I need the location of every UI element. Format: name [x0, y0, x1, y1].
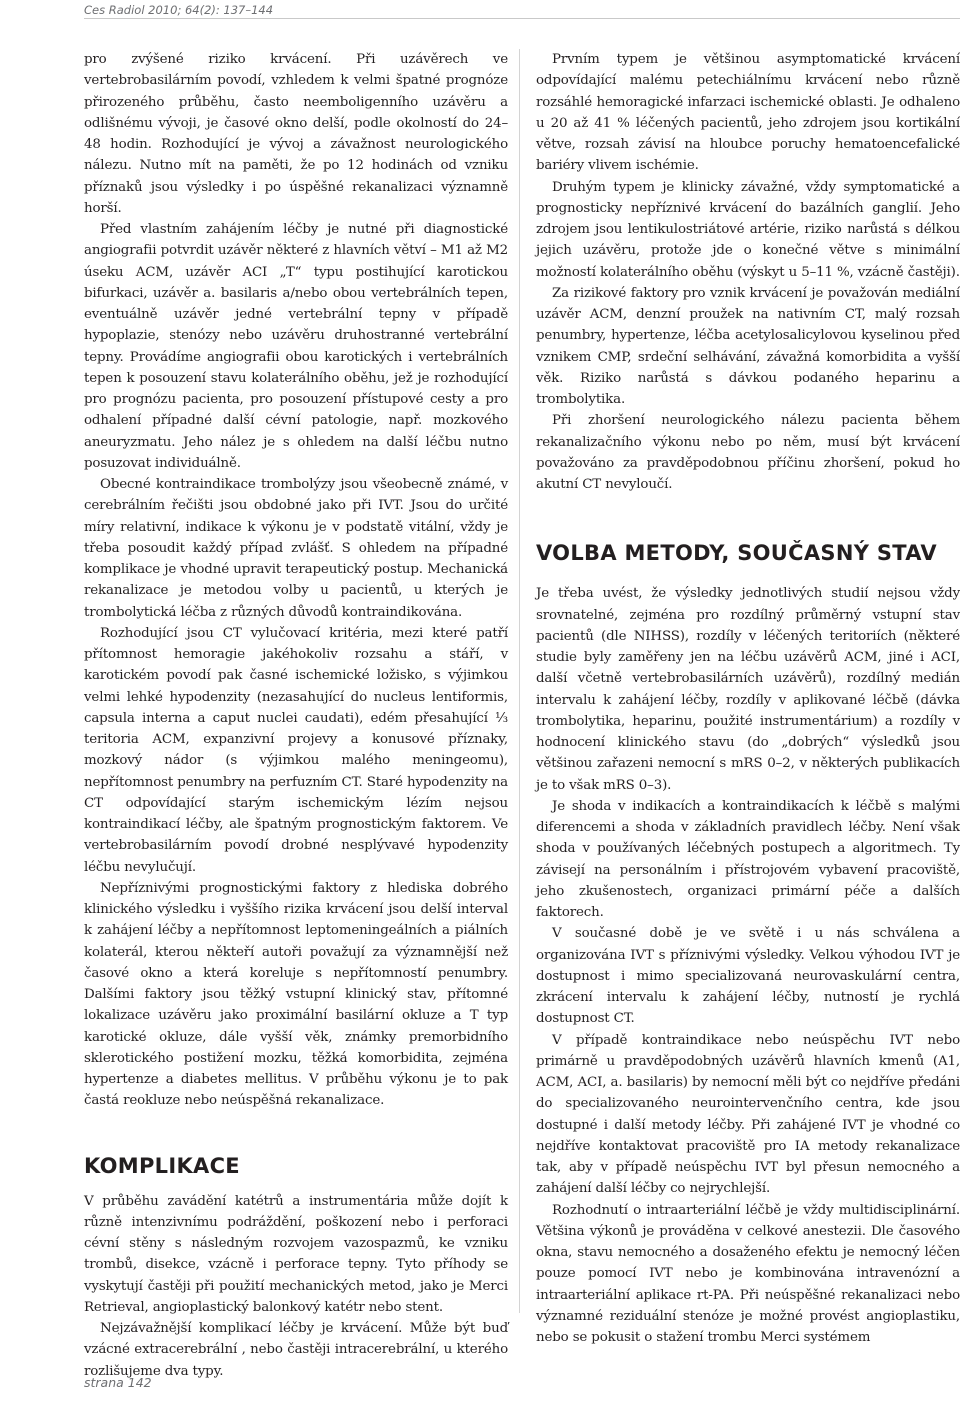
body-paragraph: V případě kontraindikace nebo neúspěchu IVT nebo primárně u pravděpodobných uzávěrů hlavních kmenů (A1, ACM, ACI, a. basilaris) by nemocní měli být co nejdříve předáni do specializovaného neurointervenčního centra, kde jsou dostupné i další metody léčby. Při zahájené IVT je vhodné co nejdříve kontaktovat pracoviště pro IA metody rekanalizace tak, aby v případě neúspěchu IVT byl přesun nemocného a zahájení další léčby co nejrychlejší. [536, 1032, 960, 1197]
body-paragraph: Je třeba uvést, že výsledky jednotlivých studií nejsou vždy srovnatelné, zejména pro rozdílný průměrný vstupní stav pacientů (dle NIHSS), rozdíly v léčených teritoriích (některé studie byly zaměřeny jen na léčbu uzávěrů ACM, jiné i ACI, další včetně vertebrobasilárních uzávěrů), rozdílný medián intervalu k zahájení léčby, rozdíly v aplikované léčbě (dávka trombolytika, heparinu, použité instrumentárium) a rozdíly v hodnocení klinického stavu (do „dobrých“ výsledků jsou většinou zařazeni nemocní s mRS 0–2, v některých publikacích je to však mRS 0–3). [536, 586, 960, 793]
body-paragraph: Je shoda v indikacích a kontraindikacích k léčbě s malými diferencemi a shoda v základních pravidlech léčby. Není však shoda v používaných léčebných postupech a algoritmech. Ty závisejí na personálním i přístrojovém vybavení pracoviště, jeho zkušenostech, organizaci primární péče a dalších faktorech. [536, 798, 960, 920]
body-paragraph: pro zvýšené riziko krvácení. Při uzávěrech ve vertebrobasilárním povodí, vzhledem k velmi špatné prognóze přirozeného průběhu, často neemboligenního uzávěru a odlišnému vývoji, je časové okno delší, podle okolností do 24–48 hodin. Rozhodující je vývoj a závažnost neurologického nálezu. Nutno mít na paměti, že po 12 hodinách od vzniku příznaků jsou výsledky i po úspěšné rekanalizaci významně horší. [84, 52, 508, 216]
section-heading-volba-metody: VOLBA METODY, SOUČASNÝ STAV [536, 541, 937, 566]
body-paragraph: V průběhu zavádění katétrů a instrumentária může dojít k různě intenzivnímu podráždění, poškození nebo i perforaci cévní stěny s následným rozvojem vazospazmů, ke vzniku trombů, disekce, vzácně i perforace tepny. Tyto příhody se vyskytují častěji při použití mechanických metod, jako je Merci Retrieval, angioplastický balonkový katétr nebo stent. [84, 1193, 508, 1315]
column-divider [519, 49, 520, 1313]
body-paragraph: Nejzávažnější komplikací léčby je krvácení. Může být buď vzácné extracerebrální , nebo častěji intracerebrální, u kterého rozlišujeme dva typy. [84, 1321, 508, 1379]
body-paragraph: Rozhodující jsou CT vylučovací kritéria, mezi které patří přítomnost hemoragie jakéhokoliv rozsahu a stáří, v karotickém povodí pak časné ischemické ložisko, s výjimkou velmi lehké hypodenzity (nezasahující do nucleus lentiformis, capsula interna a caput nuclei caudati), edém přesahující ⅓ teritoria ACM, expanzivní projevy a konusové příznaky, mozkový nádor (s výjimkou malého meningeomu), nepřítomnost penumbry na perfuzním CT. Staré hypodenzity na CT odpovídající starým ischemickým lézím nejsou kontraindikací léčby, ale špatným prognostickým faktorem. Ve vertebrobasilárním povodí drobné nesplývavé hypodenzity léčbu nevylučují. [84, 625, 508, 875]
body-paragraph: Prvním typem je většinou asymptomatické krvácení odpovídající malému petechiálnímu krvácení nebo různě rozsáhlé hemoragické infarzaci ischemické oblasti. Je odhaleno u 20 až 41 % léčených pacientů, jeho zdrojem jsou kortikální větve, rozsah závisí na hloubce poruchy hematoencefalické bariéry vlivem ischémie. [536, 52, 960, 174]
right-column [536, 49, 960, 1348]
body-paragraph: Za rizikové faktory pro vznik krvácení je považován mediální uzávěr ACM, denzní proužek na nativním CT, malý rozsah penumbry, hypertenze, léčba acetylosalicylovou kyselinou před vznikem CMP, srdeční selhávání, závažná komorbidita a vyšší věk. Riziko narůstá s dávkou podaného heparinu a trombolytika. [536, 285, 960, 407]
body-paragraph: Obecné kontraindikace trombolýzy jsou všeobecně známé, v cerebrálním řečišti jsou obdobné jako při IVT. Jsou do určité míry relativní, indikace k výkonu je v podstatě vitální, vždy je třeba posoudit každý případ zvlášť. S ohledem na případné komplikace je vhodné upravit terapeutický postup. Mechanická rekanalizace je metodou volby u pacientů, u kterých je trombolytická léčba z různých důvodů kontraindikována. [84, 477, 508, 620]
section-heading-komplikace: KOMPLIKACE [84, 1153, 240, 1178]
left-column [84, 49, 508, 1382]
body-paragraph: Rozhodnutí o intraarteriální léčbě je vždy multidisciplinární. Většina výkonů je prováděna v celkové anestezii. Dle časového okna, stavu nemocného a dosaženého efektu je nemocný léčen pouze pomocí IVT nebo je kombinována intravenózní a intraarteriální aplikace rt-PA. Při neúspěšné rekanalizaci nebo významné reziduální stenóze je možné provést angioplastiku, nebo se pokusit o stažení trombu Merci systémem [536, 1202, 960, 1345]
running-head-citation: Ces Radiol 2010; 64(2): 137–144 [84, 3, 274, 17]
header-rule [84, 18, 960, 19]
body-paragraph: V současné době je ve světě i u nás schválena a organizována IVT s příznivými výsledky. Velkou výhodou IVT je dostupnost i mimo specializovaná neurovaskulární centra, zkrácení intervalu k zahájení léčby, nutností je rychlá dostupnost CT. [536, 926, 960, 1027]
body-paragraph: Druhým typem je klinicky závažné, vždy symptomatické a prognosticky nepříznivé krvácení do bazálních ganglií. Jeho zdrojem jsou lentikulostriátové artérie, riziko narůstá s délkou jejich uzávěru, protože jde o konečné větve s minimální možností kolaterálního oběhu (výskyt u 5–11 %, vzácně častěji). [536, 179, 960, 280]
body-paragraph: Při zhoršení neurologického nálezu pacienta během rekanalizačního výkonu nebo po něm, musí být krvácení považováno za pravděpodobnou příčinu zhoršení, pokud ho akutní CT nevyloučí. [536, 413, 960, 492]
body-paragraph: Před vlastním zahájením léčby je nutné při diagnostické angiografii potvrdit uzávěr některé z hlavních větví – M1 až M2 úseku ACM, uzávěr ACI „T“ typu postihující karotickou bifurkaci, uzávěr a. basilaris a/nebo obou vertebrálních tepen, eventuálně uzávěr jedné vertebrální tepny v případě hypoplazie, stenózy nebo uzávěru druhostranné vertebrální tepny. Provádíme angiografii obou karotických i vertebrálních tepen k posouzení stavu kolaterálního oběhu, jež je rozhodující pro prognózu pacienta, pro posouzení přístupové cesty a pro odhalení případné další cévní patologie, např. mozkového aneuryzmatu. Jeho nález je s ohledem na další léčbu nutno posuzovat individuálně. [84, 222, 508, 471]
body-paragraph: Nepříznivými prognostickými faktory z hlediska dobrého klinického výsledku i vyššího rizika krvácení jsou delší interval k zahájení léčby a nepřítomnost leptomeningeálních a piálních kolaterál, kterou někteří autoři považují za významnější než časové okno a která koreluje s nepřítomností penumbry. Dalšími faktory jsou těžký vstupní klinický stav, přítomné lokalizace uzávěru jako proximální basilární okluze a T typ karotické okluze, dále vyšší věk, známky premorbidního sklerotického postižení mozku, těžká komorbidita, zejména hypertenze a diabetes mellitus. V průběhu výkonu je to pak častá reokluze nebo neúspěšná rekanalizace. [84, 880, 508, 1109]
page-number: strana 142 [84, 1375, 152, 1390]
